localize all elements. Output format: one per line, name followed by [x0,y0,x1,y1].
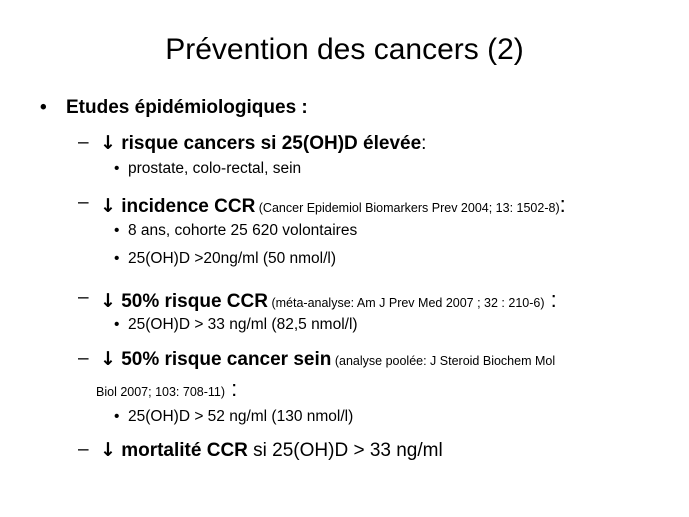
down-arrow-icon: ↓ [100,439,116,461]
down-arrow-icon: ↓ [100,348,116,370]
item-dash: – [78,192,89,213]
down-arrow-icon: ↓ [100,290,116,312]
list-item-continuation [96,376,237,402]
list-item [100,439,443,462]
item-dash: – [78,287,89,308]
item-bold-text: 50% risque cancer sein [121,349,332,370]
detail-text: 25(OH)D > 33 ng/ml (82,5 nmol/l) [128,316,358,333]
detail-text: 25(OH)D >20ng/ml (50 nmol/l) [128,250,337,267]
level1-heading: Etudes épidémiologiques : [66,97,308,118]
item-tail: si 25(OH)D > 33 ng/ml [247,440,443,461]
sub-bullet: • [114,408,120,425]
detail-text: prostate, colo-rectal, sein [128,160,302,177]
sub-bullet: • [114,250,120,267]
item-reference-continued: Biol 2007; 103: 708-11) [96,385,226,399]
item-tail: : [559,192,566,217]
sub-bullet: • [114,316,120,333]
slide-title: Prévention des cancers (2) [165,33,524,66]
item-tail: : [225,376,238,401]
item-tail: : [544,287,557,312]
down-arrow-icon: ↓ [100,132,116,154]
level1-bullet: • [40,97,47,118]
item-dash: – [78,439,89,460]
item-dash: – [78,132,89,153]
item-bold-text: incidence CCR [121,196,256,217]
item-reference: (méta-analyse: Am J Prev Med 2007 ; 32 : 210-6) [267,296,545,310]
down-arrow-icon: ↓ [100,195,116,217]
list-item [100,192,566,218]
item-dash: – [78,348,89,369]
item-bold-text: risque cancers si 25(OH)D élevée [121,133,422,154]
item-reference: (analyse poolée: J Steroid Biochem Mol [331,354,556,368]
detail-text: 8 ans, cohorte 25 620 volontaires [128,222,358,239]
list-item [100,348,555,371]
list-item [100,287,557,313]
item-bold-text: mortalité CCR [121,440,248,461]
sub-bullet: • [114,222,120,239]
sub-bullet: • [114,160,120,177]
item-tail: : [421,133,427,154]
item-reference: (Cancer Epidemiol Biomarkers Prev 2004; 13: 1502-8) [255,201,560,215]
item-bold-text: 50% risque CCR [121,291,268,312]
list-item [100,132,426,155]
detail-text: 25(OH)D > 52 ng/ml (130 nmol/l) [128,408,354,425]
